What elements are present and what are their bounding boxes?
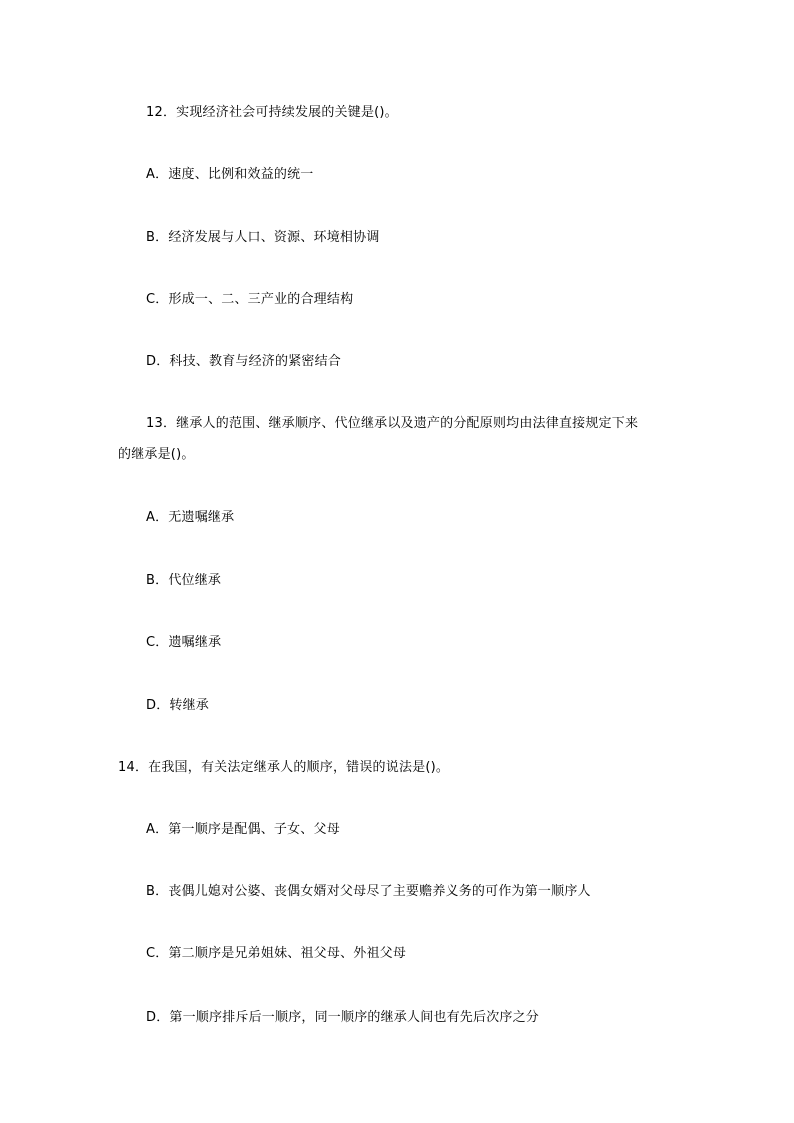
question-13-option-d: D．转继承 xyxy=(146,698,210,713)
question-13-option-c: C．遗嘱继承 xyxy=(146,635,222,650)
question-14-option-c: C．第二顺序是兄弟姐妹、祖父母、外祖父母 xyxy=(146,946,407,961)
question-12-stem: 12．实现经济社会可持续发展的关键是()。 xyxy=(146,105,398,120)
question-14-stem: 14．在我国，有关法定继承人的顺序，错误的说法是()。 xyxy=(118,760,450,775)
question-13-option-b: B．代位继承 xyxy=(146,573,222,588)
question-14-option-d: D．第一顺序排斥后一顺序，同一顺序的继承人间也有先后次序之分 xyxy=(146,1010,540,1025)
question-14-option-a: A．第一顺序是配偶、子女、父母 xyxy=(146,822,340,837)
question-12-option-b: B．经济发展与人口、资源、环境相协调 xyxy=(146,230,380,245)
question-14-option-b: B．丧偶儿媳对公婆、丧偶女婿对父母尽了主要赡养义务的可作为第一顺序人 xyxy=(146,884,591,899)
question-12-option-d: D．科技、教育与经济的紧密结合 xyxy=(146,354,342,369)
question-12-option-c: C．形成一、二、三产业的合理结构 xyxy=(146,292,354,307)
question-13-stem-line2: 的继承是()。 xyxy=(118,447,195,462)
question-13-option-a: A．无遗嘱继承 xyxy=(146,510,235,525)
question-12-option-a: A．速度、比例和效益的统一 xyxy=(146,167,314,182)
question-13-stem-line1: 13．继承人的范围、继承顺序、代位继承以及遗产的分配原则均由法律直接规定下来 xyxy=(146,416,639,431)
